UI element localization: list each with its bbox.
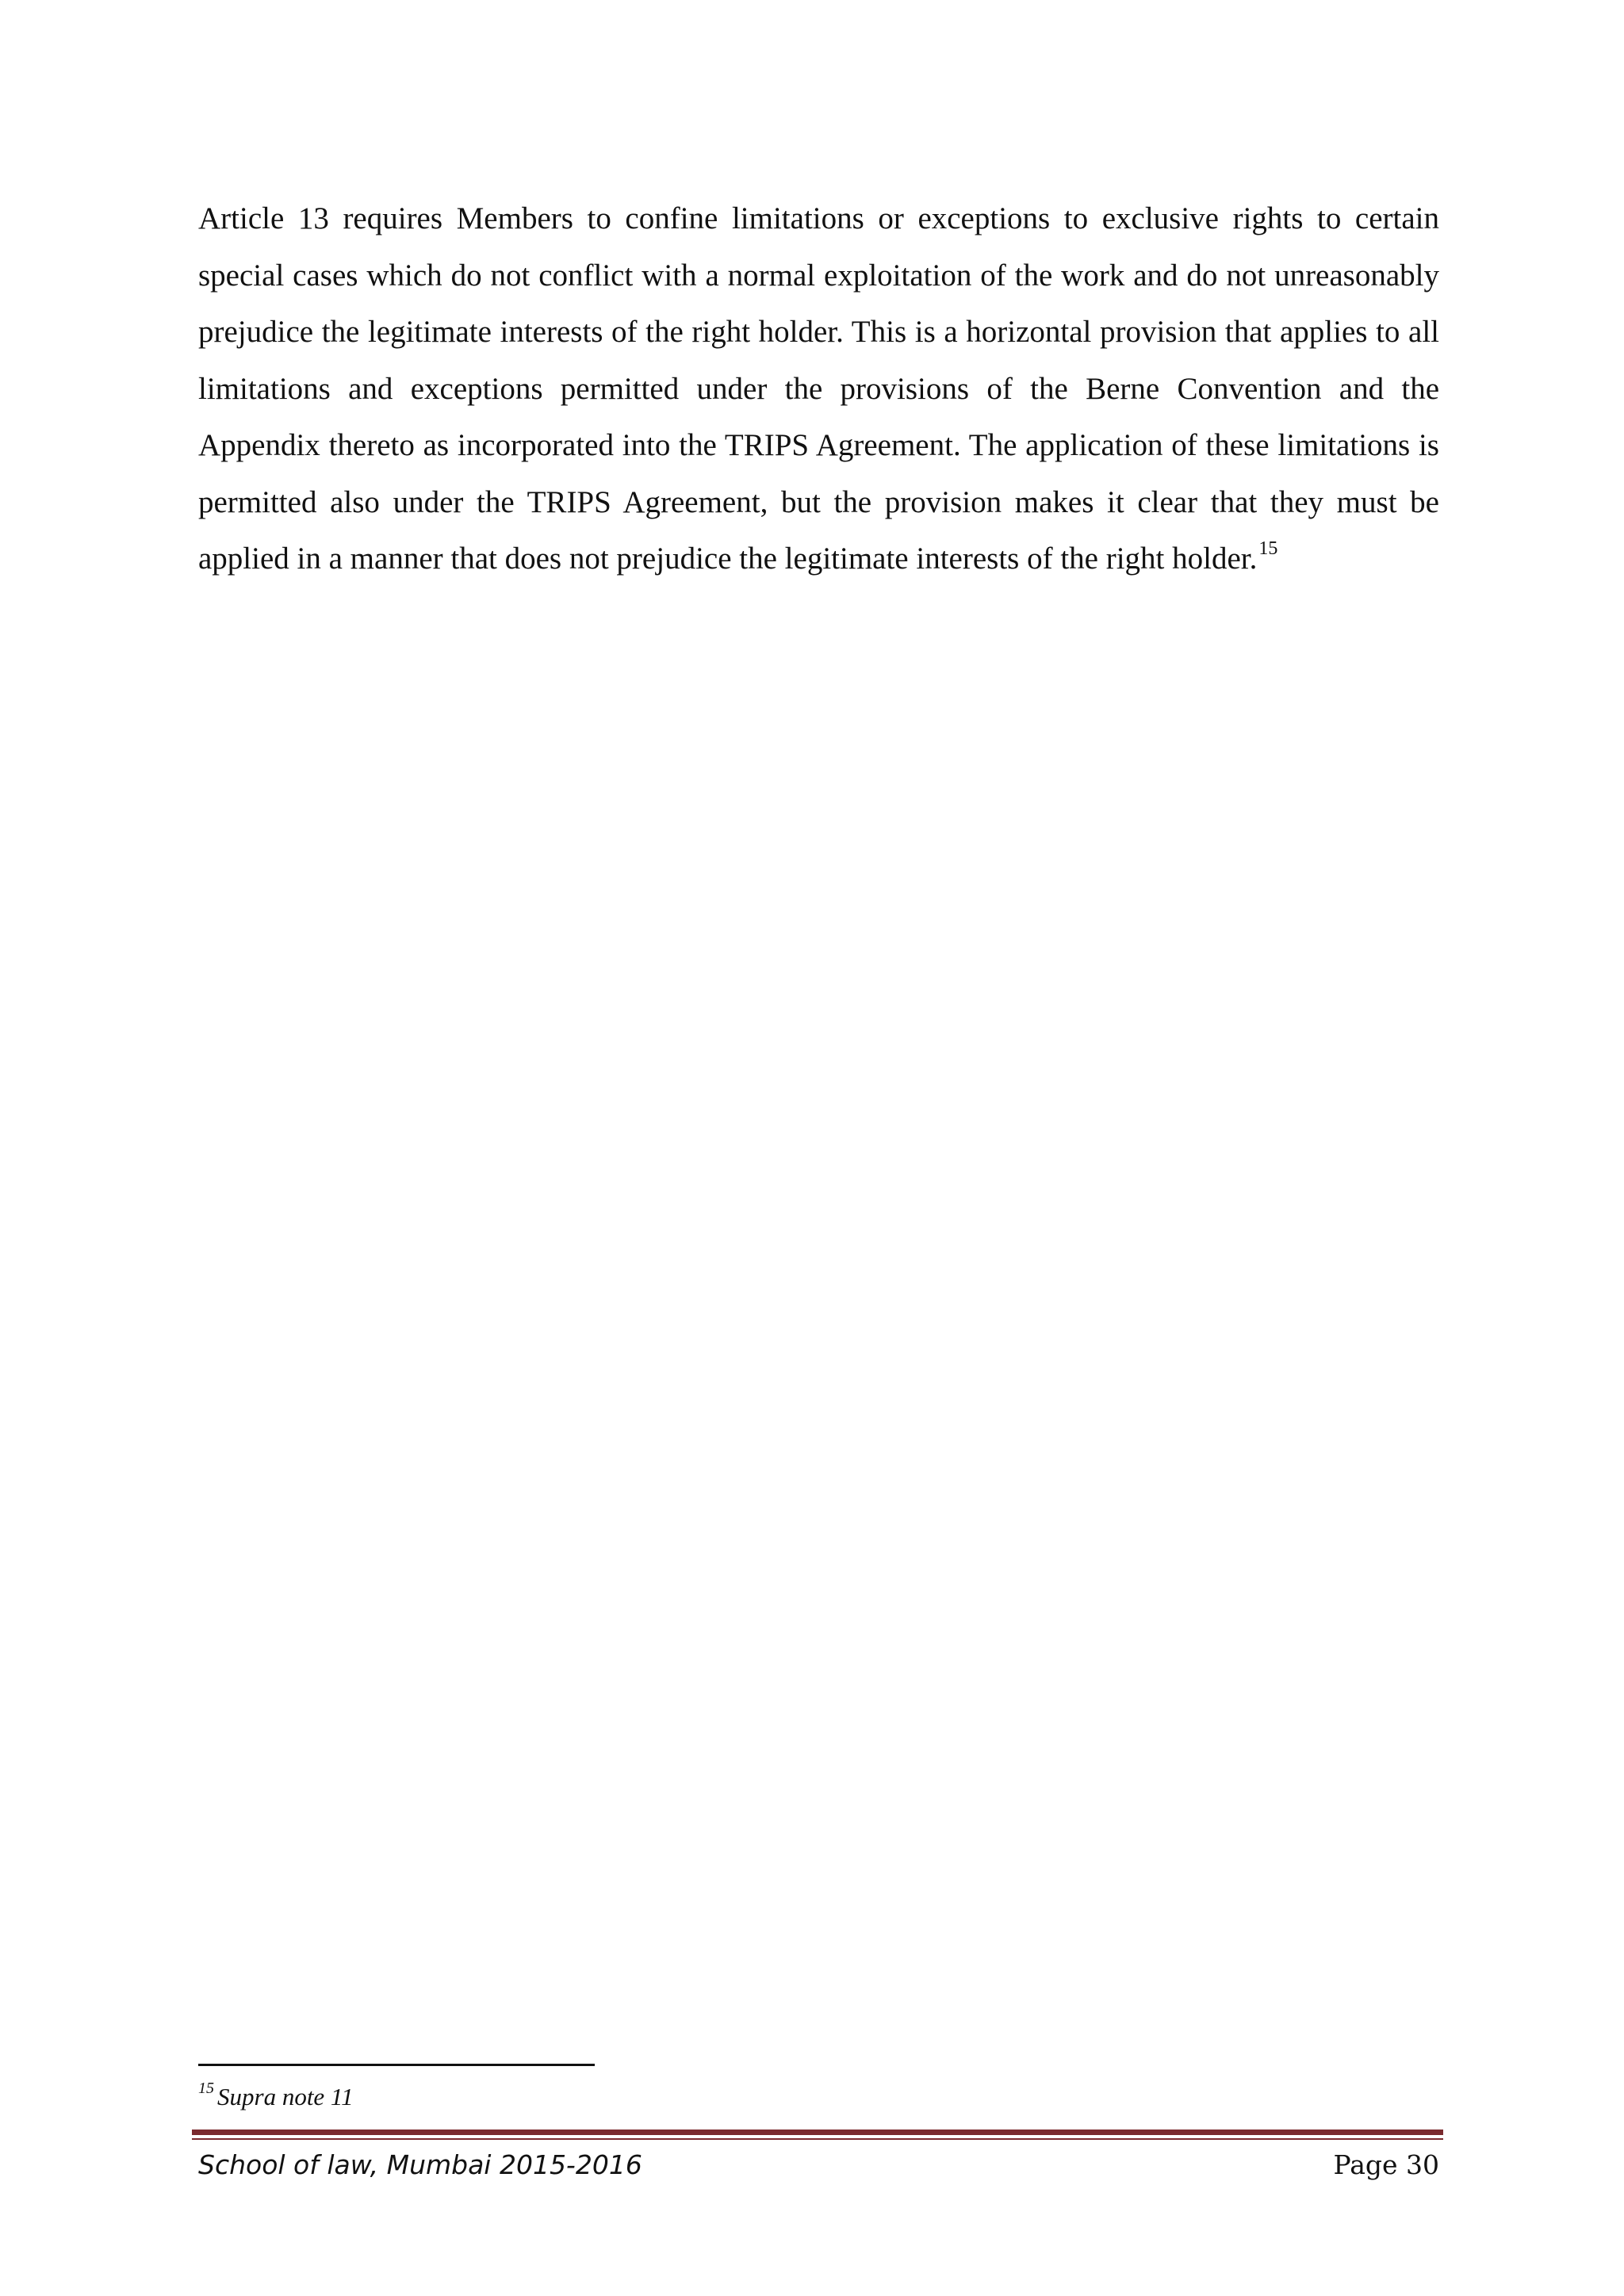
footnote-divider xyxy=(198,2064,595,2066)
footnote-reference[interactable]: 15 xyxy=(1258,538,1278,559)
footer-rule-thick xyxy=(192,2130,1443,2135)
footnote xyxy=(198,2081,354,2113)
footnote-number: 15 xyxy=(198,2079,214,2097)
body-paragraph-text: Article 13 requires Members to confine limitations or exceptions to exclusive rights to certain special cases which do not conflict with a normal exploitation of the work and do not unreasonably prejudice the legitimate interests of the right holder. This is a horizontal provision that applies to all limitations and exceptions permitted under the provisions of the Berne Convention and the Appendix thereto as incorporated into the TRIPS Agreement. The application of these limitations is permitted also under the TRIPS Agreement, but the provision makes it clear that they must be applied in a manner that does not prejudice the legitimate interests of the right holder. xyxy=(198,201,1439,576)
body-paragraph xyxy=(198,190,1439,587)
footer-rule-thin xyxy=(192,2138,1443,2140)
footer-page-number: Page 30 xyxy=(1333,2149,1439,2180)
footnote-text: Supra note 11 xyxy=(217,2083,354,2110)
footer-school-label: School of law, Mumbai 2015-2016 xyxy=(198,2149,642,2180)
